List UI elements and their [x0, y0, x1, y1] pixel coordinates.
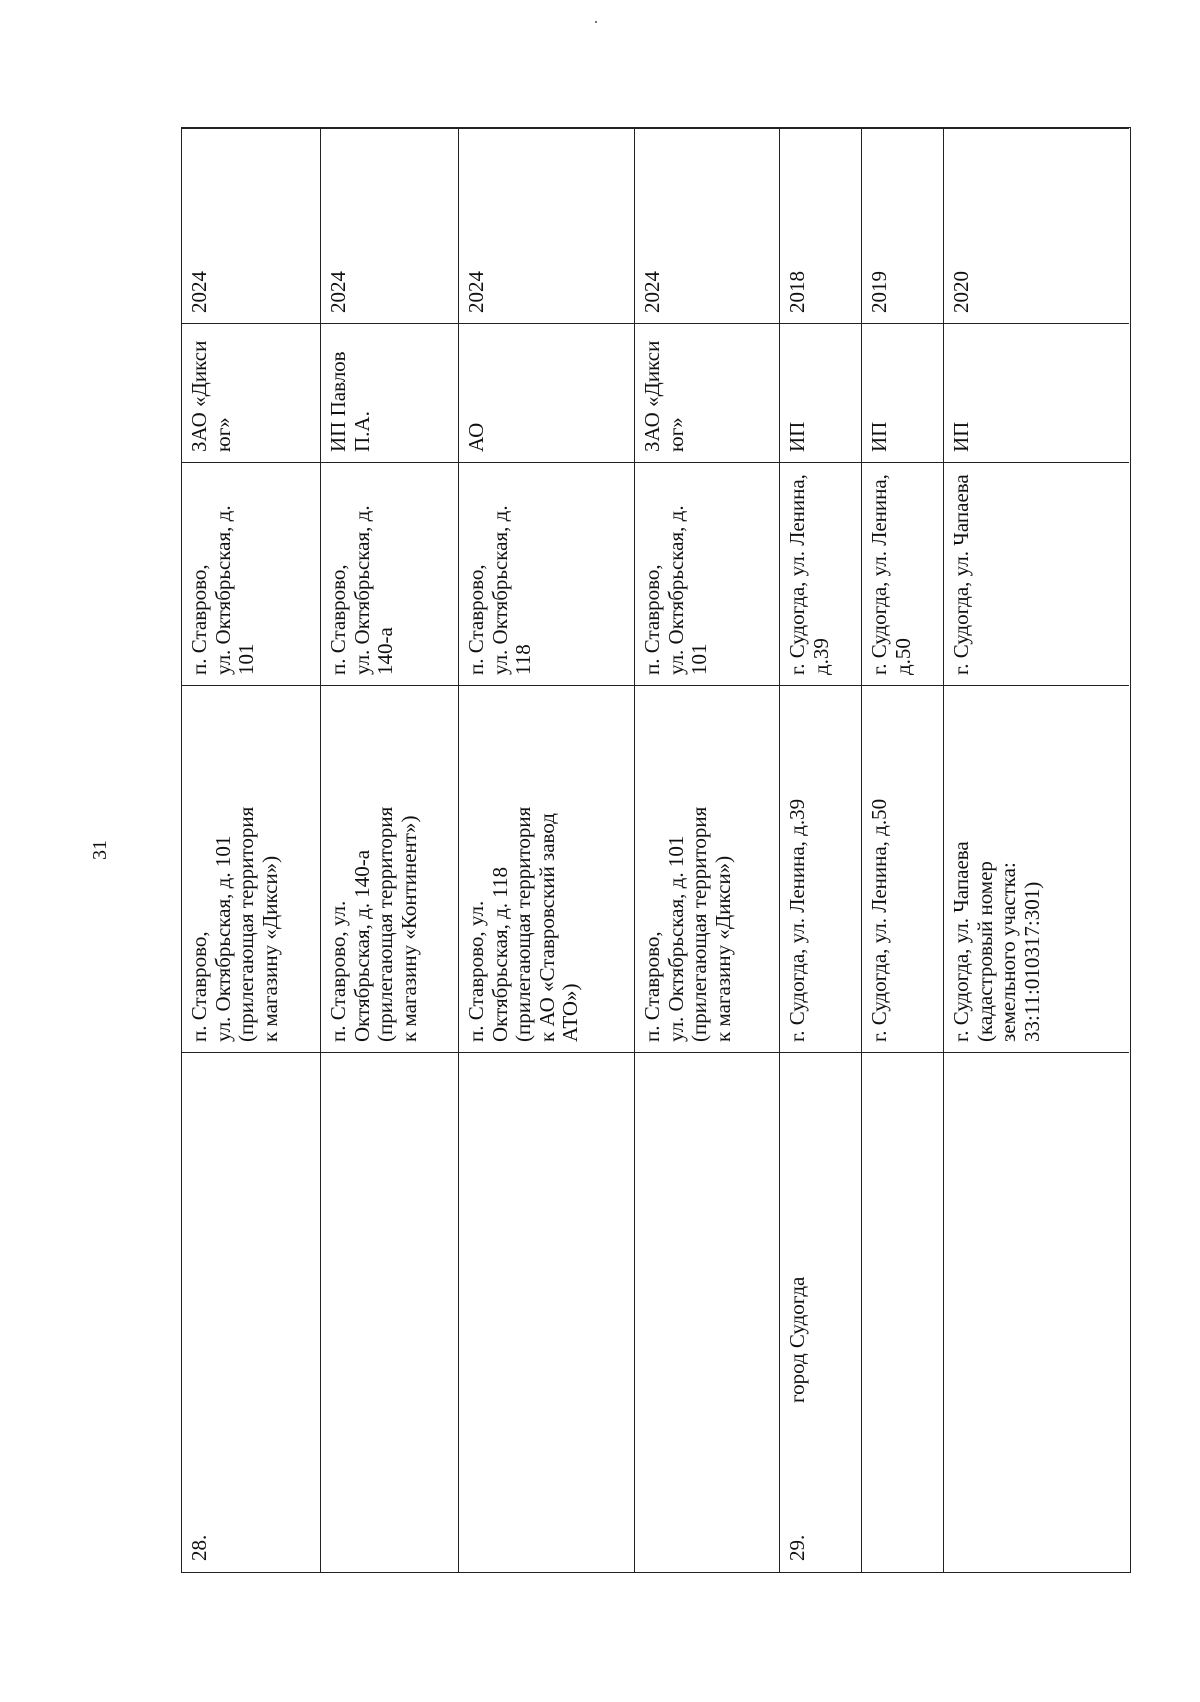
number-cell: [944, 1413, 1129, 1571]
location-cell: [459, 685, 634, 1052]
location-text: г. Судогда, ул. Чапаева (кадастровый номер земельного участка: 33:11:010317:301): [949, 841, 1044, 1042]
settlement-text: город Судогда: [785, 1276, 809, 1403]
address-text: п. Ставрово, ул. Октябрьская, д. 140-а: [326, 505, 397, 675]
address-text: г. Судогда, ул. Чапаева: [949, 474, 973, 675]
address-text: п. Ставрово, ул. Октябрьская, д. 101: [187, 505, 258, 675]
year-cell: [321, 128, 458, 323]
location-cell: [321, 685, 458, 1052]
location-text: г. Судогда, ул. Ленина, д.50: [867, 798, 891, 1042]
owner-cell: [182, 323, 320, 462]
owner-cell: [459, 323, 634, 462]
address-text: п. Ставрово, ул. Октябрьская, д. 101: [640, 505, 711, 675]
location-text: п. Ставрово, ул. Октябрьская, д. 101 (прилегающая территория к магазину «Дикси»): [187, 806, 282, 1042]
year-cell: [780, 128, 861, 323]
number-text: 28.: [187, 1534, 211, 1561]
number-cell: [635, 1413, 779, 1571]
settlement-cell: [459, 1052, 634, 1413]
year-text: 2024: [187, 271, 211, 313]
number-cell: [182, 1413, 320, 1571]
number-cell: [459, 1413, 634, 1571]
location-cell: [944, 685, 1129, 1052]
address-text: г. Судогда, ул. Ленина, д.50: [867, 474, 915, 675]
location-cell: [635, 685, 779, 1052]
number-cell: [321, 1413, 458, 1571]
owner-text: ИП: [785, 421, 809, 452]
year-text: 2024: [464, 271, 488, 313]
location-cell: [182, 685, 320, 1052]
settlement-cell: [635, 1052, 779, 1413]
address-cell: [635, 462, 779, 685]
year-cell: [635, 128, 779, 323]
table-row: [458, 128, 634, 1572]
number-cell: [780, 1413, 861, 1571]
location-cell: [780, 685, 861, 1052]
year-cell: [862, 128, 943, 323]
address-cell: [182, 462, 320, 685]
settlement-cell: [321, 1052, 458, 1413]
year-text: 2024: [640, 271, 664, 313]
owner-cell: [780, 323, 861, 462]
address-cell: [944, 462, 1129, 685]
owner-cell: [321, 323, 458, 462]
year-cell: [944, 128, 1129, 323]
settlement-cell: [944, 1052, 1129, 1413]
location-text: п. Ставрово, ул. Октябрьская, д. 140-а (прилегающая территория к магазину «Континент»): [326, 806, 421, 1042]
year-text: 2024: [326, 271, 350, 313]
address-cell: [862, 462, 943, 685]
location-text: п. Ставрово, ул. Октябрьская, д. 118 (прилегающая территория к АО «Ставровский завод АТО»): [464, 806, 582, 1042]
address-cell: [321, 462, 458, 685]
owner-text: АО: [464, 422, 488, 452]
location-text: п. Ставрово, ул. Октябрьская, д. 101 (прилегающая территория к магазину «Дикси»): [640, 806, 735, 1042]
location-text: г. Судогда, ул. Ленина, д.39: [785, 798, 809, 1042]
owner-text: ИП: [867, 421, 891, 452]
address-text: п. Ставрово, ул. Октябрьская, д. 118: [464, 505, 535, 675]
number-cell: [862, 1413, 943, 1571]
table-row: [779, 128, 861, 1572]
table-row: [943, 128, 1129, 1572]
owner-text: ЗАО «Дикси юг»: [640, 340, 688, 452]
address-text: г. Судогда, ул. Ленина, д.39: [785, 474, 833, 675]
table-row: [634, 128, 779, 1572]
table-row: [861, 128, 943, 1572]
owner-text: ИП Павлов П.А.: [326, 351, 374, 452]
page-number: 31: [89, 840, 111, 860]
owner-text: ЗАО «Дикси юг»: [187, 340, 235, 452]
location-cell: [862, 685, 943, 1052]
registry-table: [181, 127, 1131, 1573]
scan-speck: [595, 21, 597, 23]
table-row: [320, 128, 458, 1572]
year-cell: [459, 128, 634, 323]
year-text: 2020: [949, 271, 973, 313]
year-text: 2019: [867, 271, 891, 313]
owner-cell: [635, 323, 779, 462]
address-cell: [780, 462, 861, 685]
year-text: 2018: [785, 271, 809, 313]
number-text: 29.: [785, 1534, 809, 1561]
owner-cell: [862, 323, 943, 462]
owner-text: ИП: [949, 421, 973, 452]
table-row: [182, 128, 320, 1572]
year-cell: [182, 128, 320, 323]
settlement-cell: [182, 1052, 320, 1413]
owner-cell: [944, 323, 1129, 462]
address-cell: [459, 462, 634, 685]
settlement-cell: [862, 1052, 943, 1413]
settlement-cell: [780, 1052, 861, 1413]
